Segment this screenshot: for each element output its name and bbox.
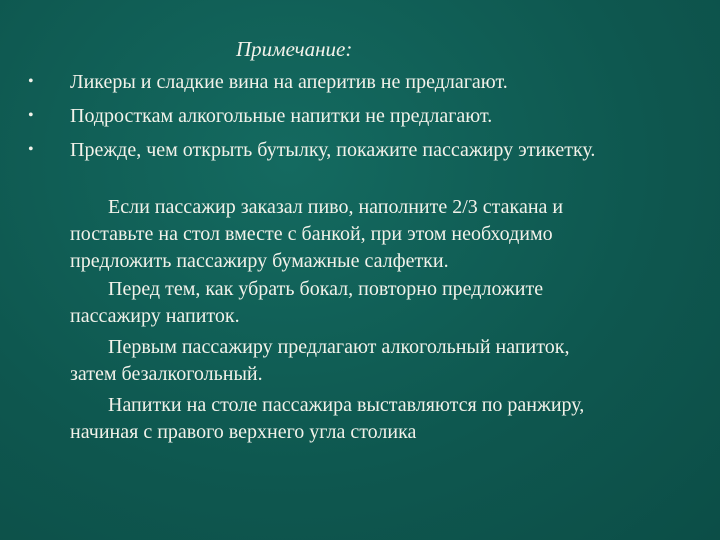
- bullet-list: [28, 68, 708, 170]
- bullet-dot-icon: •: [28, 107, 34, 124]
- note-title: Примечание:: [236, 37, 353, 61]
- paragraph-order: Первым пассажиру предлагают алкогольный напиток, затем безалкогольный.: [70, 336, 570, 385]
- paragraph-beer: Если пассажир заказал пиво, наполните 2/3 стакана и поставьте на стол вместе с банкой, при этом необходимо предложить пассажиру бумажные салфетки.: [70, 196, 564, 272]
- paragraph-glass: Перед тем, как убрать бокал, повторно предложите пассажиру напиток.: [70, 278, 544, 327]
- list-item: • Ликеры и сладкие вина на аперитив не предлагают.: [28, 68, 708, 102]
- list-item: • Прежде, чем открыть бутылку, покажите пассажиру этикетку.: [28, 136, 708, 170]
- bullet-dot-icon: •: [28, 73, 34, 90]
- list-item: • Подросткам алкогольные напитки не предлагают.: [28, 102, 708, 136]
- paragraph-arrangement: Напитки на столе пассажира выставляются по ранжиру, начиная с правого верхнего угла столика: [70, 394, 585, 443]
- bullet-dot-icon: •: [28, 141, 34, 158]
